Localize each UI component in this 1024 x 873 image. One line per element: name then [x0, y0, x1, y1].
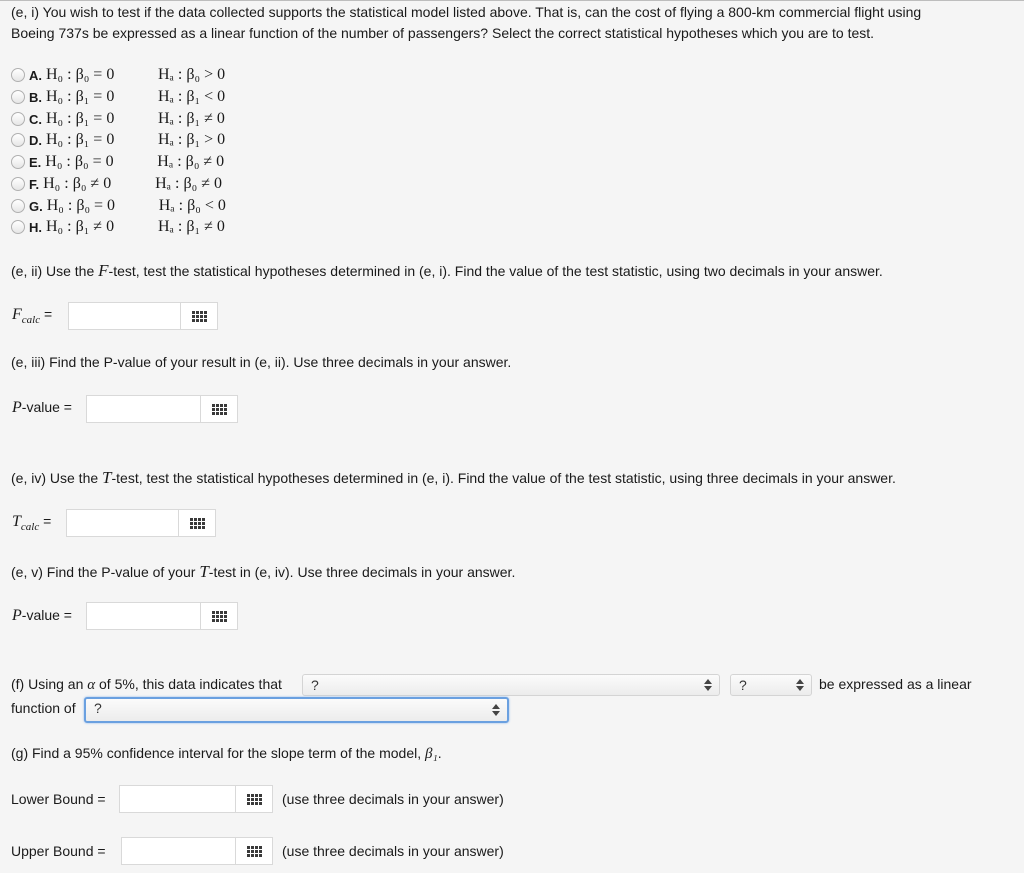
- label-rest: -value =: [21, 399, 72, 415]
- hypothesis-option[interactable]: [11, 151, 224, 173]
- t-stat-symbol: T: [199, 562, 209, 581]
- null-hypothesis: H₀ : β₁ ≠ 0: [46, 218, 115, 235]
- label-main: P: [12, 607, 22, 624]
- text-part: -test in (e, iv). Use three decimals in your answer.: [208, 564, 516, 580]
- text-part: -test, test the statistical hypotheses determined in (e, i). Find the value of the test statistic, using two decimals in your answer.: [108, 263, 883, 279]
- f-calc-label: [12, 306, 52, 326]
- option-letter: E.: [29, 154, 42, 170]
- p-value-label-1: [12, 399, 72, 417]
- keypad-grid-icon: [212, 404, 227, 415]
- text-part: (e, ii) Use the: [11, 263, 99, 279]
- question-e-iii-text: (e, iii) Find the P-value of your result in (e, ii). Use three decimals in your answer.: [11, 354, 512, 370]
- t-calc-keypad-button[interactable]: [178, 509, 216, 537]
- question-g-text: [11, 745, 442, 763]
- p-value-keypad-button-2[interactable]: [200, 602, 238, 630]
- question-e-i-line1: (e, i) You wish to test if the data collected supports the statistical model listed above. That is, can the cost of flying a 800-km commercial flight using: [11, 4, 922, 20]
- lower-bound-input[interactable]: [119, 785, 235, 813]
- lower-bound-hint: (use three decimals in your answer): [282, 791, 504, 807]
- hypothesis-option[interactable]: [11, 173, 222, 195]
- alternative-hypothesis: Hₐ : β₀ < 0: [158, 197, 226, 214]
- hypothesis-option[interactable]: [11, 64, 225, 86]
- text-part: .: [437, 745, 442, 761]
- label-rest: -value =: [21, 607, 72, 623]
- null-hypothesis: H₀ : β₀ = 0: [45, 153, 114, 170]
- option-letter: F.: [29, 176, 40, 192]
- alternative-hypothesis: Hₐ : β₁ ≠ 0: [158, 218, 225, 235]
- t-stat-symbol: T: [102, 468, 112, 487]
- keypad-grid-icon: [192, 311, 207, 322]
- f-stat-symbol: F: [98, 261, 109, 280]
- hypothesis-option[interactable]: [11, 108, 225, 130]
- text-part: (f) Using an: [11, 676, 88, 692]
- null-hypothesis: H₀ : β₁ = 0: [46, 88, 115, 105]
- radio-button[interactable]: [11, 199, 25, 213]
- null-hypothesis: H₀ : β₁ = 0: [46, 110, 115, 127]
- radio-button[interactable]: [11, 90, 25, 104]
- label-sub: calc: [20, 521, 40, 534]
- label-eq: =: [40, 306, 53, 322]
- hypothesis-option[interactable]: [11, 86, 225, 108]
- text-part: (g) Find a 95% confidence interval for the slope term of the model,: [11, 745, 425, 761]
- option-letter: G.: [29, 198, 43, 214]
- select-arrows-icon: [796, 679, 804, 691]
- radio-button[interactable]: [11, 155, 25, 169]
- question-e-iv-text: [11, 468, 896, 488]
- label-main: P: [12, 399, 22, 416]
- conclusion-select-3[interactable]: [84, 697, 509, 723]
- alternative-hypothesis: Hₐ : β₀ ≠ 0: [157, 153, 225, 170]
- select-value: ?: [311, 677, 319, 693]
- question-e-ii-text: [11, 261, 883, 281]
- label-main: F: [12, 306, 22, 323]
- option-letter: B.: [29, 89, 42, 105]
- option-letter: H.: [29, 219, 42, 235]
- radio-button[interactable]: [11, 177, 25, 191]
- top-border: [0, 0, 1024, 1]
- p-value-label-2: [12, 607, 72, 625]
- t-calc-label: [12, 513, 51, 533]
- keypad-grid-icon: [247, 846, 262, 857]
- radio-button[interactable]: [11, 133, 25, 147]
- question-e-i-line2: Boeing 737s be expressed as a linear function of the number of passengers? Select the correct statistical hypotheses which you are to test.: [11, 25, 875, 41]
- select-arrows-icon: [492, 704, 500, 716]
- label-eq: =: [39, 513, 52, 529]
- conclusion-select-1[interactable]: [302, 674, 720, 696]
- question-f-text-end: be expressed as a linear: [819, 676, 972, 692]
- question-f-text: [11, 676, 282, 694]
- conclusion-select-2[interactable]: [730, 674, 812, 696]
- alpha-symbol: α: [87, 677, 96, 693]
- keypad-grid-icon: [247, 794, 262, 805]
- p-value-keypad-button-1[interactable]: [200, 395, 238, 423]
- option-letter: C.: [29, 111, 42, 127]
- option-letter: D.: [29, 132, 42, 148]
- radio-button[interactable]: [11, 112, 25, 126]
- upper-bound-hint: (use three decimals in your answer): [282, 843, 504, 859]
- null-hypothesis: H₀ : β₀ = 0: [46, 197, 116, 214]
- alternative-hypothesis: Hₐ : β₁ ≠ 0: [158, 110, 225, 127]
- select-arrows-icon: [704, 679, 712, 691]
- alternative-hypothesis: Hₐ : β₁ > 0: [158, 131, 226, 148]
- null-hypothesis: H₀ : β₀ ≠ 0: [43, 175, 112, 192]
- lower-bound-keypad-button[interactable]: [235, 785, 273, 813]
- p-value-input-2[interactable]: [86, 602, 200, 630]
- upper-bound-keypad-button[interactable]: [235, 837, 273, 865]
- label-sub: calc: [21, 314, 41, 327]
- t-calc-input[interactable]: [66, 509, 178, 537]
- alternative-hypothesis: Hₐ : β₀ ≠ 0: [155, 175, 222, 192]
- select-value: ?: [94, 700, 102, 716]
- question-e-i-text: [11, 2, 1001, 44]
- beta-symbol: β₁: [425, 746, 438, 762]
- hypothesis-option[interactable]: [11, 216, 225, 238]
- question-e-v-text: [11, 562, 515, 582]
- upper-bound-input[interactable]: [121, 837, 235, 865]
- select-value: ?: [739, 677, 747, 693]
- text-part: of 5%, this data indicates that: [95, 676, 282, 692]
- alternative-hypothesis: Hₐ : β₀ > 0: [158, 66, 226, 83]
- f-calc-input[interactable]: [68, 302, 180, 330]
- p-value-input-1[interactable]: [86, 395, 200, 423]
- question-f-line2: function of: [11, 700, 76, 716]
- hypothesis-option[interactable]: [11, 129, 225, 151]
- text-part: (e, iv) Use the: [11, 470, 103, 486]
- text-part: (e, v) Find the P-value of your: [11, 564, 200, 580]
- option-letter: A.: [29, 67, 42, 83]
- text-part: -test, test the statistical hypotheses determined in (e, i). Find the value of the test statistic, using three decimals in your answer.: [111, 470, 896, 486]
- radio-button[interactable]: [11, 68, 25, 82]
- keypad-grid-icon: [212, 611, 227, 622]
- keypad-grid-icon: [190, 518, 205, 529]
- null-hypothesis: H₀ : β₁ = 0: [46, 131, 115, 148]
- hypothesis-option[interactable]: [11, 195, 226, 217]
- upper-bound-label: Upper Bound =: [11, 843, 106, 859]
- radio-button[interactable]: [11, 220, 25, 234]
- f-calc-keypad-button[interactable]: [180, 302, 218, 330]
- lower-bound-label: Lower Bound =: [11, 791, 106, 807]
- null-hypothesis: H₀ : β₀ = 0: [46, 66, 115, 83]
- label-main: T: [12, 513, 21, 530]
- alternative-hypothesis: Hₐ : β₁ < 0: [158, 88, 226, 105]
